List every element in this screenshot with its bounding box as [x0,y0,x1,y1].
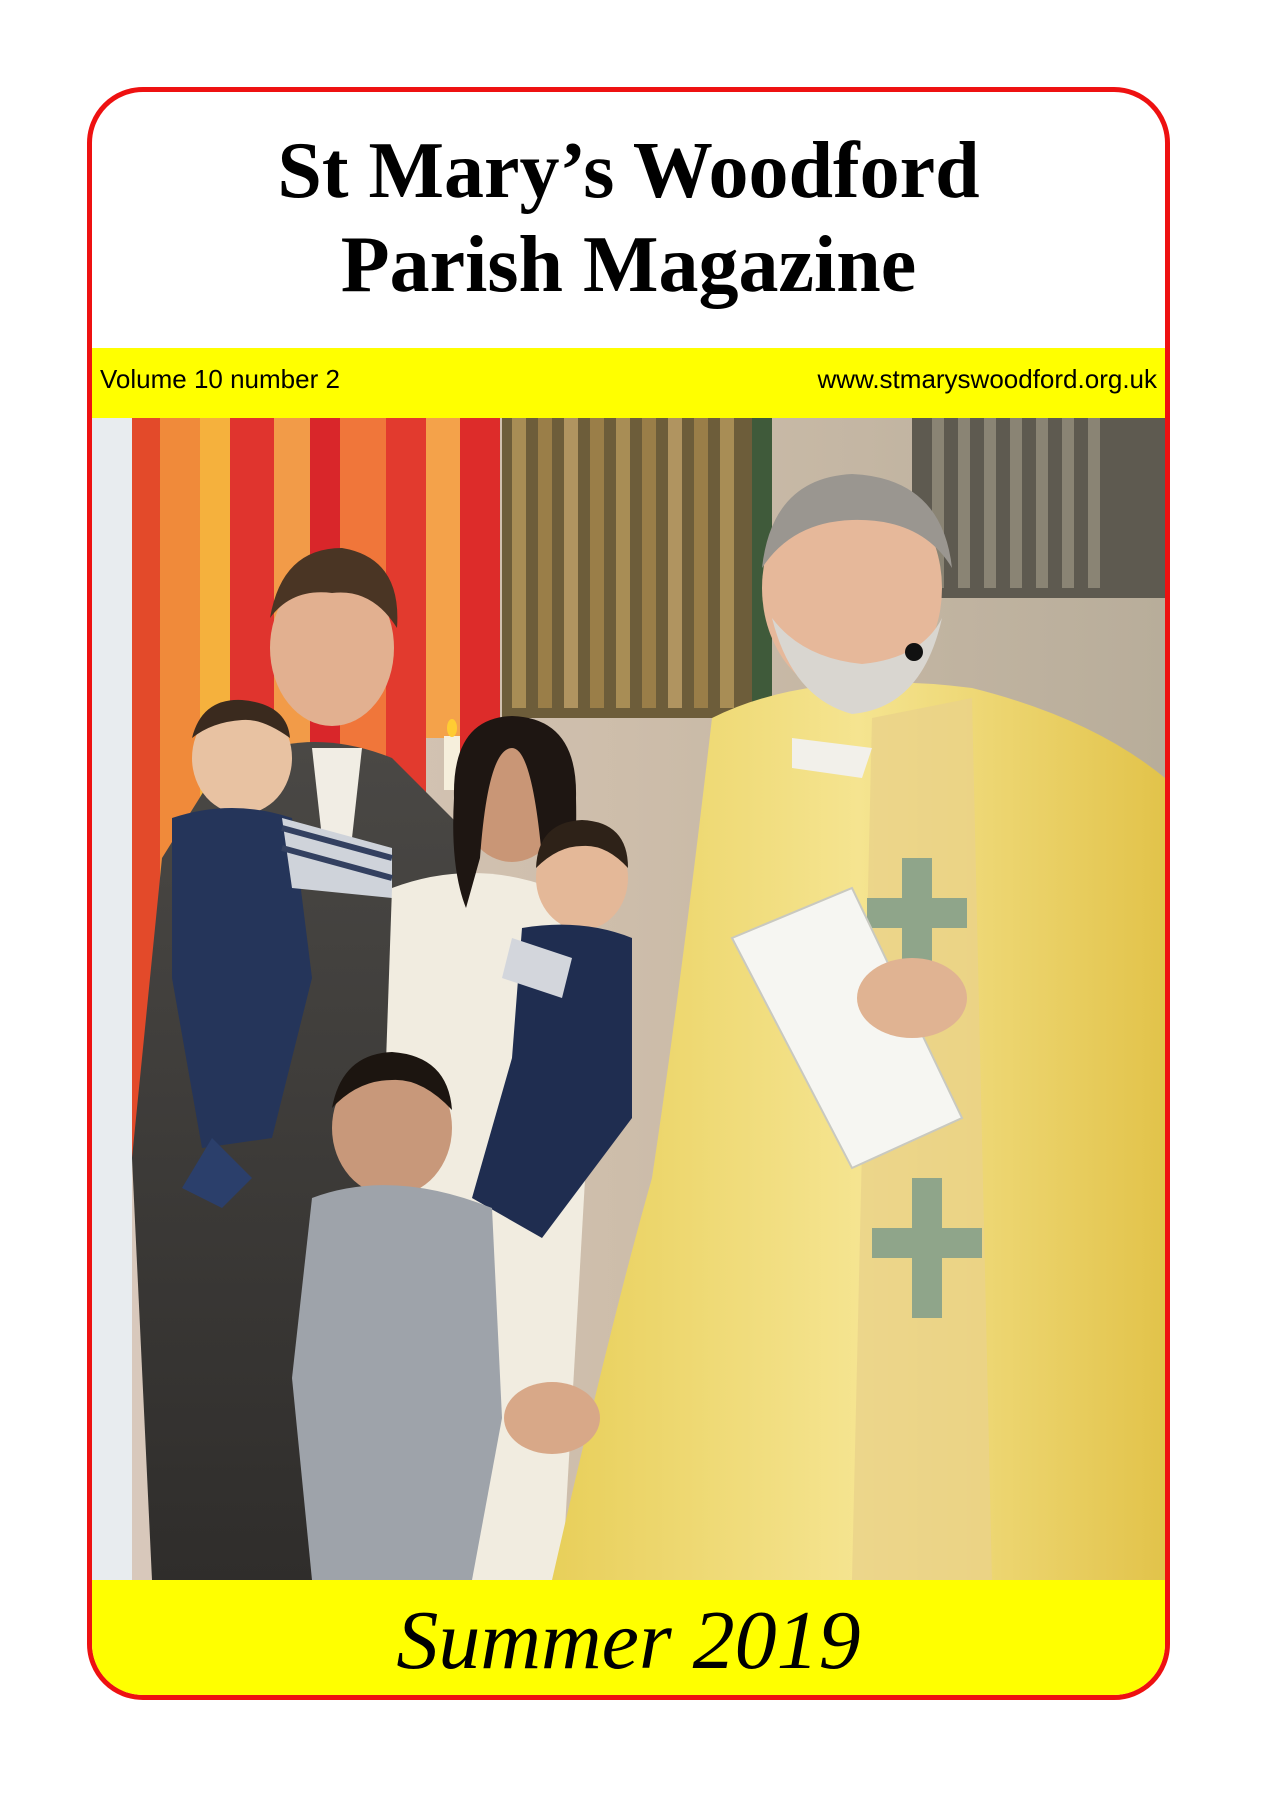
issue-season: Summer 2019 [396,1594,861,1687]
cover-photograph [92,418,1165,1580]
magazine-title-line-2: Parish Magazine [340,221,917,309]
issue-info-bar [92,348,1165,418]
volume-number: Volume 10 number 2 [100,364,340,394]
website-url: www.stmaryswoodford.org.uk [817,364,1157,394]
magazine-title-line-1: St Mary’s Woodford [277,127,980,215]
window [92,418,132,1580]
magazine-cover [87,87,1170,1700]
issue-season-bar [92,1580,1165,1700]
masthead [92,92,1165,348]
